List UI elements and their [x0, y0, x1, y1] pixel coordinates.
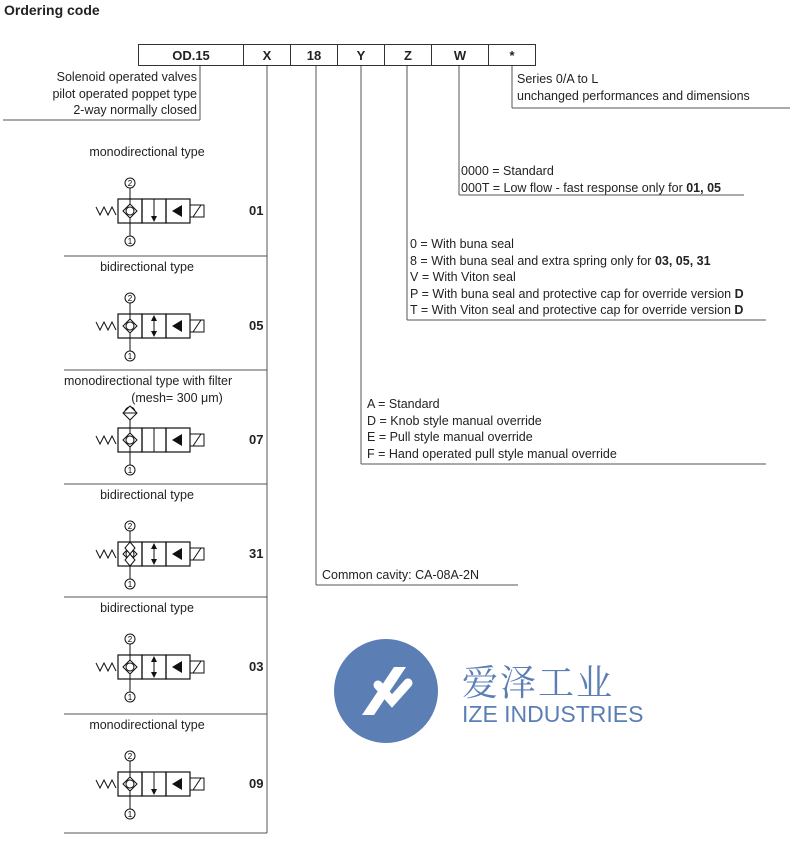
- code-box-x: X: [243, 44, 291, 66]
- valve-symbol-icon: [94, 286, 214, 366]
- z-option: P = With buna seal and protective cap for override version D: [410, 286, 744, 301]
- svg-text:1: 1: [127, 580, 133, 589]
- type-label: bidirectional type: [100, 488, 194, 502]
- series-note-line: unchanged performances and dimensions: [517, 88, 750, 103]
- y-option: A = Standard: [367, 397, 440, 411]
- svg-text:1: 1: [127, 352, 133, 361]
- y-option: D = Knob style manual override: [367, 413, 542, 428]
- z-option: 8 = With buna seal and extra spring only for 03, 05, 31: [410, 253, 711, 268]
- w-option: 000T = Low flow - fast response only for 01, 05: [461, 180, 721, 195]
- svg-text:2: 2: [127, 179, 133, 188]
- y-option: F = Hand operated pull style manual override: [367, 446, 617, 461]
- description-line: pilot operated poppet type: [52, 86, 197, 101]
- svg-text:2: 2: [127, 294, 133, 303]
- watermark-en: IZE INDUSTRIES: [462, 701, 644, 727]
- ize-logo-icon: [332, 637, 440, 745]
- type-code: 31: [249, 546, 264, 561]
- w-option: 0000 = Standard: [461, 164, 554, 178]
- svg-text:1: 1: [127, 237, 133, 246]
- code-box-y: Y: [337, 44, 385, 66]
- svg-text:2: 2: [127, 522, 133, 531]
- code-box-z: Z: [384, 44, 432, 66]
- cavity-note: Common cavity: CA-08A-2N: [322, 568, 479, 582]
- z-option: V = With Viton seal: [410, 270, 516, 284]
- series-note-line: Series 0/A to L: [517, 72, 599, 86]
- description-line: 2-way normally closed: [73, 103, 197, 117]
- page-title: Ordering code: [4, 2, 100, 18]
- y-option: E = Pull style manual override: [367, 430, 533, 444]
- svg-text:2: 2: [127, 635, 133, 644]
- valve-symbol-icon: [94, 627, 214, 707]
- type-label: bidirectional type: [100, 260, 194, 274]
- svg-text:1: 1: [127, 466, 133, 475]
- type-code: 07: [249, 432, 264, 447]
- type-label: monodirectional type: [89, 145, 205, 159]
- z-option: T = With Viton seal and protective cap for override version D: [410, 303, 744, 317]
- type-code: 09: [249, 776, 264, 791]
- type-code: 01: [249, 203, 264, 218]
- type-code: 05: [249, 318, 264, 333]
- type-label: bidirectional type: [100, 601, 194, 615]
- watermark-cn: 爱泽工业: [462, 663, 615, 704]
- svg-text:1: 1: [127, 693, 133, 702]
- z-option: 0 = With buna seal: [410, 237, 514, 251]
- code-box-series: *: [488, 44, 536, 66]
- svg-text:1: 1: [127, 810, 133, 819]
- code-box-model: OD.15: [138, 44, 244, 66]
- type-code: 03: [249, 659, 264, 674]
- code-box-18: 18: [290, 44, 338, 66]
- valve-symbol-icon: [94, 171, 214, 251]
- description-line: Solenoid operated valves: [56, 70, 197, 84]
- valve-symbol-icon: [94, 744, 214, 824]
- valve-symbol-icon: [94, 400, 214, 480]
- valve-symbol-icon: [94, 514, 214, 594]
- type-label: monodirectional type: [89, 718, 205, 732]
- code-box-w: W: [431, 44, 489, 66]
- type-label: monodirectional type with filter (mesh= 300 μm): [64, 374, 233, 405]
- svg-text:2: 2: [127, 752, 133, 761]
